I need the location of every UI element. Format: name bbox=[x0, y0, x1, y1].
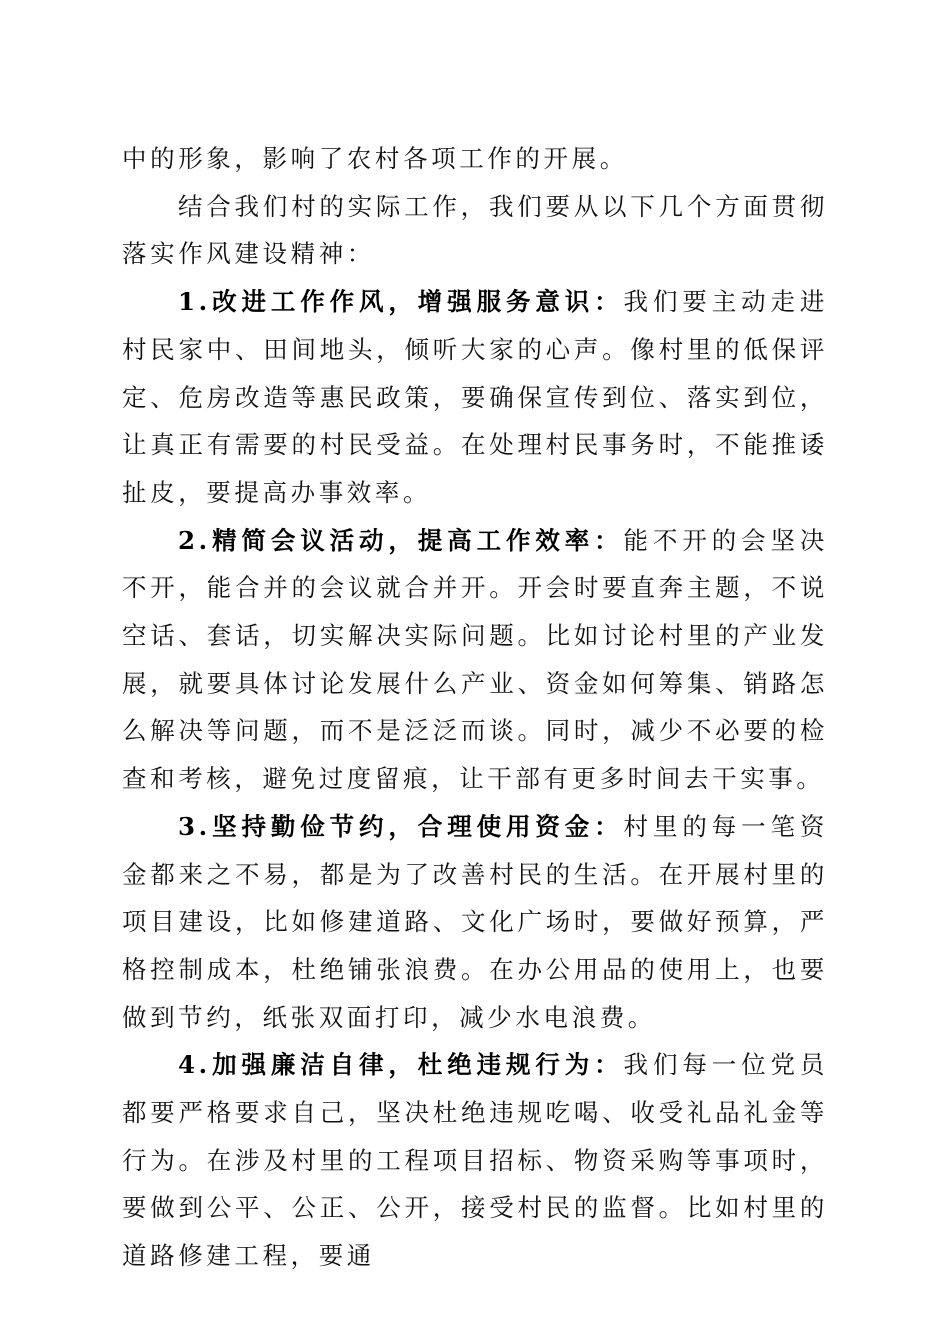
paragraph-point-4 bbox=[122, 1041, 828, 1280]
paragraph-text: 村里的每一笔资金都来之不易，都是为了改善村民的生活。在开展村里的项目建设，比如修建道路、文化广场时，要做好预算，严格控制成本，杜绝铺张浪费。在办公用品的使用上，也要做到节约，纸张双面打印，减少水电浪费。 bbox=[122, 811, 828, 1032]
point-heading: 2.精简会议活动，提高工作效率： bbox=[178, 525, 624, 555]
paragraph-intro bbox=[122, 183, 828, 278]
paragraph-continuation bbox=[122, 135, 828, 183]
point-heading: 3.坚持勤俭节约，合理使用资金： bbox=[178, 811, 624, 841]
paragraph-point-2 bbox=[122, 517, 828, 803]
point-heading: 4.加强廉洁自律，杜绝违规行为： bbox=[178, 1050, 624, 1080]
paragraph-text: 中的形象，影响了农村各项工作的开展。 bbox=[122, 144, 628, 173]
paragraph-text: 我们每一位党员都要严格要求自己，坚决杜绝违规吃喝、收受礼品礼金等行为。在涉及村里的工程项目招标、物资采购等事项时，要做到公平、公正、公开，接受村民的监督。比如村里的道路修建工程，要通 bbox=[122, 1050, 828, 1271]
point-heading: 1.改进工作作风，增强服务意识： bbox=[178, 287, 624, 317]
paragraph-text: 结合我们村的实际工作，我们要从以下几个方面贯彻落实作风建设精神： bbox=[122, 191, 828, 269]
document-body bbox=[122, 135, 828, 1280]
paragraph-text: 我们要主动走进村民家中、田间地头，倾听大家的心声。像村里的低保评定、危房改造等惠民政策，要确保宣传到位、落实到位，让真正有需要的村民受益。在处理村民事务时，不能推诿扯皮，要提高办事效率。 bbox=[122, 287, 828, 507]
paragraph-point-3 bbox=[122, 803, 828, 1042]
paragraph-text: 能不开的会坚决不开，能合并的会议就合并开。开会时要直奔主题，不说空话、套话，切实解决实际问题。比如讨论村里的产业发展，就要具体讨论发展什么产业、资金如何筹集、销路怎么解决等问题，而不是泛泛而谈。同时，减少不必要的检查和考核，避免过度留痕，让干部有更多时间去干实事。 bbox=[122, 525, 828, 794]
paragraph-point-1 bbox=[122, 278, 828, 517]
